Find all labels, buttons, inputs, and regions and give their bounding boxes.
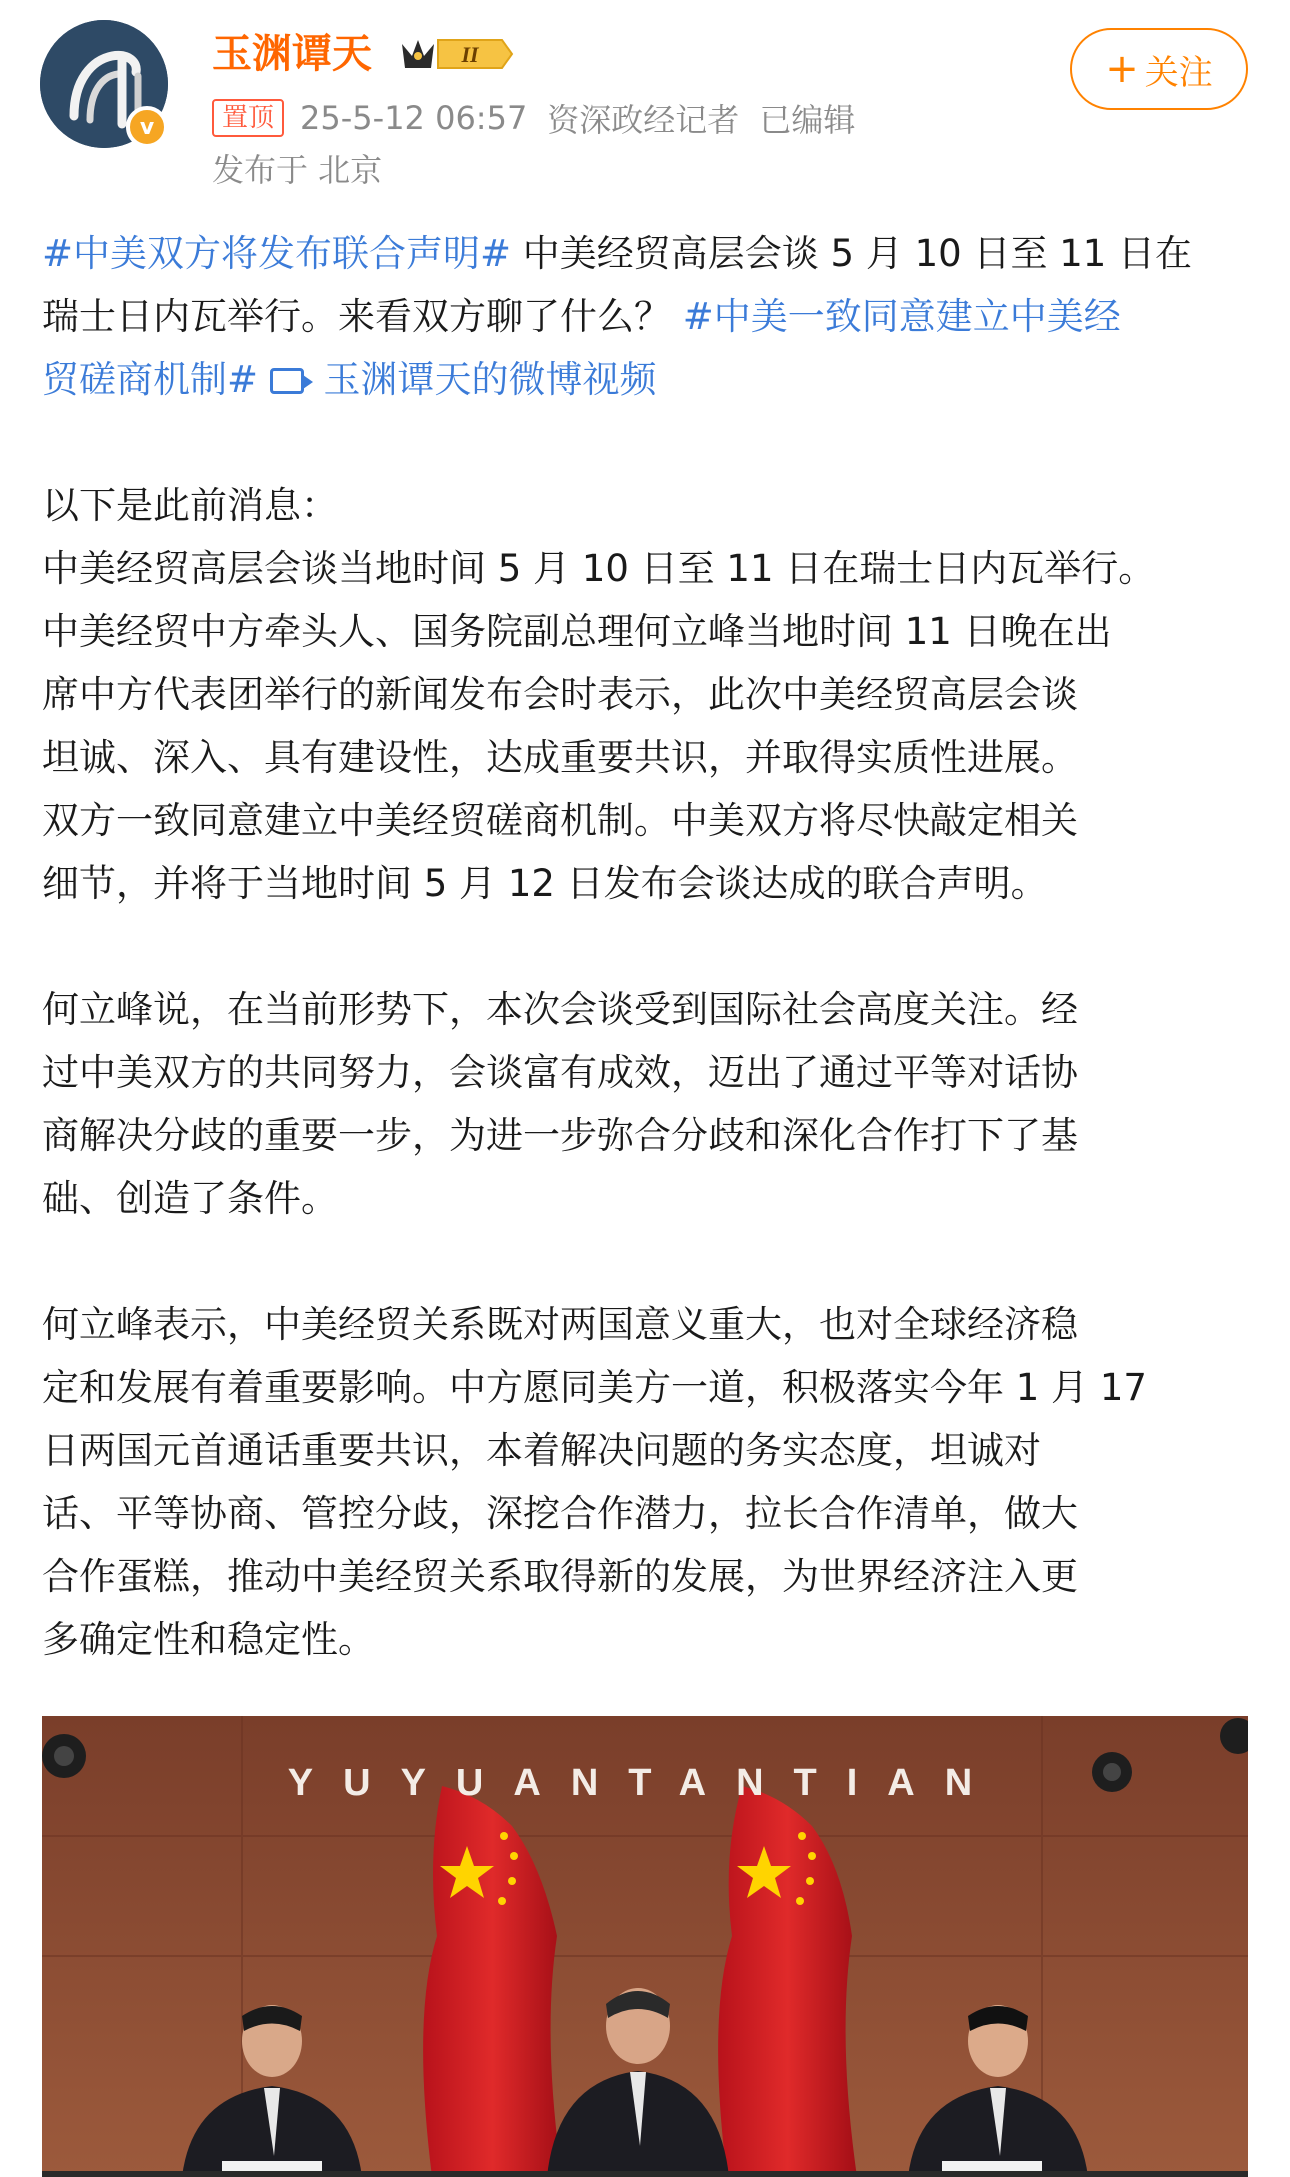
text-line: 合作蛋糕，推动中美经贸关系取得新的发展，为世界经济注入更 (42, 1555, 1078, 1598)
text-line: 双方一致同意建立中美经贸磋商机制。中美双方将尽快敲定相关 (42, 799, 1078, 842)
verified-badge-icon: v (126, 106, 168, 148)
username[interactable]: 玉渊谭天 (212, 31, 372, 77)
text-line: 过中美双方的共同努力，会谈富有成效，迈出了通过平等对话协 (42, 1051, 1078, 1094)
text-line: 中美经贸高层会谈当地时间 5 月 10 日至 11 日在瑞士日内瓦举行。 (42, 547, 1156, 590)
edited-label[interactable]: 已编辑 (759, 101, 856, 139)
follow-button[interactable] (1070, 28, 1248, 110)
text-line: 坦诚、深入、具有建设性，达成重要共识，并取得实质性进展。 (42, 736, 1078, 779)
video-link-text: 玉渊谭天的微博视频 (323, 358, 657, 401)
text-line: 中美经贸中方牵头人、国务院副总理何立峰当地时间 11 日晚在出 (42, 610, 1112, 653)
intro-text: 瑞士日内瓦举行。来看双方聊了什么？ (42, 295, 683, 338)
text-line: 以下是此前消息： (42, 484, 338, 527)
post-content (42, 222, 1252, 1734)
hashtag-joint-statement[interactable]: #中美双方将发布联合声明# (42, 232, 512, 275)
text-line: 席中方代表团举行的新闻发布会时表示，此次中美经贸高层会谈 (42, 673, 1078, 716)
video-link[interactable] (270, 358, 657, 401)
text-line: 定和发展有着重要影响。中方愿同美方一道，积极落实今年 1 月 17 (42, 1366, 1147, 1409)
photo-watermark: YUYUANTANTIAN (287, 1762, 1003, 1804)
post-location: 发布于 北京 (212, 151, 383, 189)
post-meta (212, 96, 855, 140)
text-line: 何立峰说，在当前形势下，本次会谈受到国际社会高度关注。经 (42, 988, 1078, 1031)
pinned-badge: 置顶 (212, 99, 284, 137)
post-photo[interactable] (42, 1716, 1248, 2177)
intro-text: 中美经贸高层会谈 5 月 10 日至 11 日在 (511, 232, 1193, 275)
author-title: 资深政经记者 (547, 101, 740, 139)
text-line: 日两国元首通话重要共识，本着解决问题的务实态度，坦诚对 (42, 1429, 1041, 1472)
intro-paragraph (42, 222, 1252, 411)
previous-news-paragraph (42, 474, 1252, 915)
text-line: 何立峰表示，中美经贸关系既对两国意义重大，也对全球经济稳 (42, 1303, 1078, 1346)
video-camera-icon (270, 368, 304, 394)
he-lifeng-stated-paragraph (42, 1293, 1252, 1671)
he-lifeng-said-paragraph (42, 978, 1252, 1230)
text-line: 商解决分歧的重要一步，为进一步弥合分歧和深化合作打下了基 (42, 1114, 1078, 1157)
post-timestamp: 25-5-12 06:57 (300, 99, 528, 137)
text-line: 础、创造了条件。 (42, 1177, 338, 1220)
text-line: 细节，并将于当地时间 5 月 12 日发布会谈达成的联合声明。 (42, 862, 1048, 905)
text-line: 多确定性和稳定性。 (42, 1618, 375, 1661)
follow-label: 关注 (1144, 52, 1213, 93)
hashtag-consultation-mechanism-cont[interactable]: 贸磋商机制# (42, 358, 259, 401)
crown-level-badge-icon[interactable] (398, 34, 514, 74)
plus-icon: + (1105, 46, 1139, 92)
level-badge-text: II (461, 42, 479, 67)
text-line: 话、平等协商、管控分歧，深挖合作潜力，拉长合作清单，做大 (42, 1492, 1078, 1535)
hashtag-consultation-mechanism[interactable]: #中美一致同意建立中美经 (682, 295, 1121, 338)
post-header (0, 0, 1290, 200)
